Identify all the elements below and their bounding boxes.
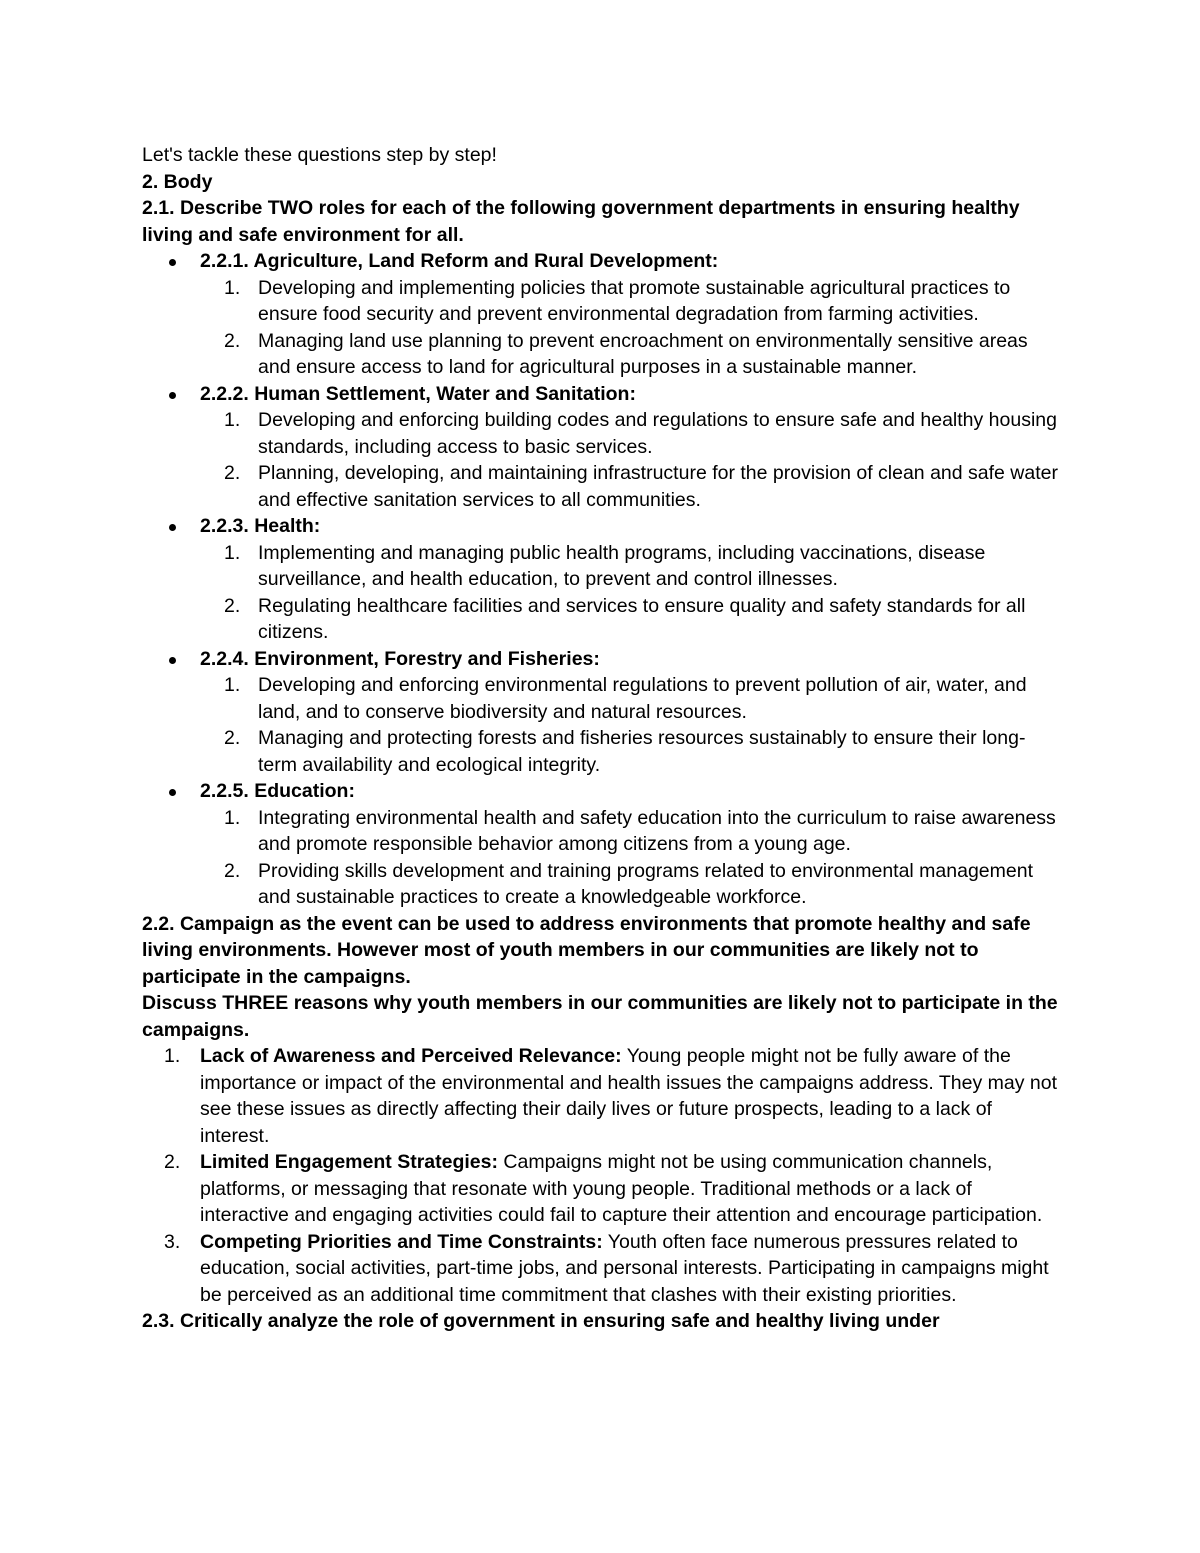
department-title: 2.2.5. Education: [200,780,355,802]
document-page [142,142,1062,1335]
role-text: Developing and enforcing environmental regulations to prevent pollution of air, water, and land, and to conserve biodiversity and natural resources. [258,674,1027,723]
role-list [200,805,1062,911]
role-list [200,407,1062,513]
role-item [200,725,1062,778]
role-text: Integrating environmental health and safety education into the curriculum to raise awareness and promote responsible behavior among citizens from a young age. [258,806,1056,855]
role-number: 1. [224,409,241,431]
role-text: Developing and enforcing building codes and regulations to ensure safe and healthy housing standards, including access to basic services. [258,409,1057,458]
question-2-1: 2.1. Describe TWO roles for each of the following government departments in ensuring healthy living and safe environment for all. [142,197,1020,246]
role-item [200,407,1062,460]
role-text: Developing and implementing policies that promote sustainable agricultural practices to ensure food security and prevent environmental degradation from farming activities. [258,276,1011,325]
department-item [142,778,1062,911]
department-list [142,248,1062,911]
role-number: 2. [224,859,241,882]
role-item [200,540,1062,593]
role-number: 1. [224,674,241,696]
intro-text: Let's tackle these questions step by step! [142,144,497,166]
role-item [200,275,1062,328]
role-item [200,672,1062,725]
department-item [142,248,1062,381]
question-2-2: Discuss THREE reasons why youth members in our communities are likely not to participate in the campaigns. [142,992,1058,1041]
reason-number: 2. [164,1151,181,1173]
role-list [200,275,1062,381]
department-item [142,646,1062,779]
role-number: 1. [224,806,241,829]
department-title: 2.2.2. Human Settlement, Water and Sanitation: [200,382,636,405]
role-number: 2. [224,727,241,749]
role-number: 2. [224,329,241,352]
role-item [200,858,1062,911]
department-item [142,381,1062,514]
role-item [200,593,1062,646]
reason-number: 3. [164,1230,181,1253]
role-text: Implementing and managing public health programs, including vaccinations, disease surveillance, and health education, to prevent and control illnesses. [258,541,986,590]
reason-text: Youth often face numerous pressures related to education, social activities, part-time jobs, and personal interests. Participating in campaigns might be perceived as an additional time commitment that clashes with their existing priorities. [200,1230,1049,1306]
role-item [200,328,1062,381]
role-item [200,460,1062,513]
role-text: Managing and protecting forests and fisheries resources sustainably to ensure their long-term availability and ecological integrity. [258,727,1026,776]
question-2-3: 2.3. Critically analyze the role of government in ensuring safe and healthy living under [142,1310,940,1332]
role-text: Planning, developing, and maintaining infrastructure for the provision of clean and safe water and effective sanitation services to all communities. [258,462,1058,511]
department-title: 2.2.3. Health: [200,515,321,537]
reason-number: 1. [164,1045,181,1067]
role-number: 1. [224,541,241,564]
role-list [200,672,1062,778]
role-number: 1. [224,276,241,299]
role-text: Providing skills development and training programs related to environmental management and sustainable practices to create a knowledgeable workforce. [258,859,1034,908]
question-2-2-statement: 2.2. Campaign as the event can be used to address environments that promote healthy and safe living environments. However most of youth members in our communities are likely not to participate in the campaigns. [142,912,1031,988]
reason-item [142,1229,1062,1309]
department-item [142,513,1062,646]
role-list [200,540,1062,646]
reason-text: Young people might not be fully aware of the importance or impact of the environmental and health issues the campaigns address. They may not see these issues as directly affecting their daily lives or future prospects, leading to a lack of interest. [200,1045,1058,1147]
reason-item [142,1043,1062,1149]
department-title: 2.2.1. Agriculture, Land Reform and Rural Development: [200,250,719,272]
body-heading: 2. Body [142,170,213,193]
reason-title: Limited Engagement Strategies: [200,1151,498,1173]
reason-list [142,1043,1062,1308]
role-number: 2. [224,594,241,617]
reason-title: Lack of Awareness and Perceived Relevance: [200,1045,622,1067]
reason-item [142,1149,1062,1229]
role-text: Regulating healthcare facilities and services to ensure quality and safety standards for all citizens. [258,594,1026,643]
reason-text: Campaigns might not be using communication channels, platforms, or messaging that resonate with young people. Traditional methods or a lack of interactive and engaging activities could fail to capture their attention and encourage participation. [200,1151,1043,1226]
role-text: Managing land use planning to prevent encroachment on environmentally sensitive areas and ensure access to land for agricultural purposes in a sustainable manner. [258,329,1028,378]
reason-title: Competing Priorities and Time Constraints: [200,1230,603,1253]
department-title: 2.2.4. Environment, Forestry and Fisheries: [200,647,600,670]
role-number: 2. [224,462,241,484]
role-item [200,805,1062,858]
